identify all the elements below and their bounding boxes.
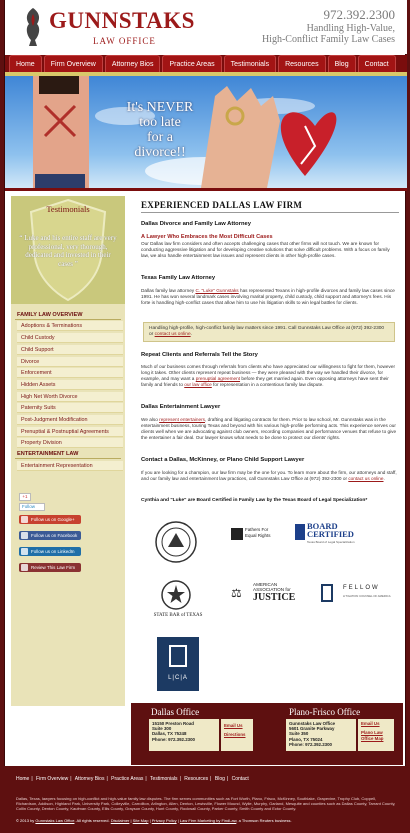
footer-nav-blog[interactable]: Blog (214, 776, 225, 782)
brand-name[interactable]: GUNNSTAKS (49, 8, 195, 33)
facebook-icon (21, 532, 28, 539)
tagline-line-2: High-Conflict Family Law Cases (261, 34, 395, 45)
plano-office-links (358, 719, 394, 751)
office-locations (131, 703, 403, 765)
family-law-heading[interactable]: FAMILY LAW OVERVIEW (15, 310, 121, 320)
fathers-line-1: Fathers For (245, 527, 269, 532)
section-subheading-difficult: A Lawyer Who Embraces the Most Difficult Cases (141, 234, 273, 240)
paragraph-entertainment (141, 417, 399, 441)
paragraph-contact (141, 470, 399, 482)
fellow-lca-logo (321, 584, 395, 604)
nav-testimonials[interactable]: Testimonials (224, 55, 277, 72)
nav-firm-overview[interactable]: Firm Overview (44, 55, 103, 72)
lca-badge-text: L|C|A (168, 675, 188, 681)
hero-line-1: It's NEVER (126, 100, 194, 115)
copyright-text: © 2013 by (16, 818, 36, 823)
text-fragment: If you are looking for a champion, our law firm may be the one for you. To learn more about the firm, our attorneys and staff, and our family law and entertainment law practices, call Gunnstaks Law Office at (972) 392-2300 or (141, 470, 397, 481)
board-logo-text (307, 522, 354, 538)
site-map-link[interactable]: Site Map (132, 818, 149, 823)
text-fragment: has represented Texans in high-profile divorces and family law cases since 1991. He has won several landmark cases involving marital property, child custody, child support and attorney's fees. His forte is handling high-conflict cases that allow him to use his litigation skills to win legal battles for clients. (141, 288, 395, 305)
page-frame (4, 0, 406, 766)
paragraph-texas-family (141, 288, 399, 306)
footer-separator: | (106, 776, 108, 782)
board-line-2: CERTIFIED (307, 529, 354, 539)
footer-separator: | (179, 776, 181, 782)
plano-address-line: Gunnstaks Law Office (289, 721, 336, 726)
nav-blog[interactable]: Blog (328, 55, 356, 72)
footer-separator: | (210, 776, 212, 782)
fellow-text: FELLOW (343, 585, 380, 591)
dallas-email-link[interactable]: Email Us (224, 723, 243, 728)
entertainment-law-heading[interactable]: ENTERTAINMENT LAW (15, 449, 121, 459)
sidebar-item-paternity[interactable]: Paternity Suits (17, 403, 123, 413)
section-heading-entertainment: Dallas Entertainment Lawyer (141, 404, 221, 410)
plano-address-line: Phone: 972.392.2300 (289, 741, 332, 747)
header-phone[interactable]: 972.392.2300 (323, 7, 395, 22)
lca-badge (157, 637, 199, 691)
nav-resources[interactable]: Resources (278, 55, 325, 72)
sidebar-item-post-judgment[interactable]: Post-Judgment Modification (17, 415, 123, 425)
seal-logo-icon (155, 521, 197, 563)
footer-service-areas: Dallas, Texas, lawyers focusing on high-conflict and high-value family law disputes. The firm serves communities such as Fort Worth, Plano, Frisco, McKinney, Southlake, Grapevine, Trophy Club, Coppell, Richardson, Addison, Highland Park, University Park, Colleyville, Carrollton, Arlington, Allen, Denton, Lewisville, Flower Mound, Wylie, Murphy, Garland, Mesquite and counties such as Dallas County, Tarrant County, Collin County, Denton County, Kaufman County, Ellis County, Grayson County, Hunt County, Rockwall County, Parker County, Smith County and Ector County. (16, 796, 396, 811)
footer-nav-practice-areas[interactable]: Practice Areas (111, 776, 144, 782)
sidebar-item-property-division[interactable]: Property Division (17, 438, 123, 448)
copyright-text: , a Thomson Reuters business. (236, 818, 292, 823)
linkedin-follow-label: Follow us on LinkedIn (31, 549, 75, 554)
main-nav (5, 55, 407, 72)
footer-nav-home[interactable]: Home (16, 776, 30, 782)
board-certified-logo (295, 522, 365, 546)
plano-address-line: Plano, TX 75024 (289, 736, 323, 742)
copyright-sep: | (148, 818, 152, 823)
state-bar-label: STATE BAR of TEXAS (153, 613, 203, 618)
dallas-address-line: Dallas, TX 75248 (152, 731, 187, 737)
sidebar-item-child-support[interactable]: Child Support (17, 345, 123, 355)
copyright-sep: | (176, 818, 180, 823)
text-fragment: . (383, 476, 385, 481)
footer-separator: | (31, 776, 33, 782)
disclaimer-link[interactable]: Disclaimer (110, 818, 130, 823)
page-title: EXPERIENCED DALLAS LAW FIRM (141, 200, 303, 210)
paragraph-referrals (141, 364, 399, 388)
linkedin-icon (21, 548, 28, 555)
hero-line-3: for a divorce!! (134, 130, 186, 160)
dallas-office-address (149, 719, 219, 751)
header-tagline (262, 23, 395, 45)
section-heading-contact: Contact a Dallas, McKinney, or Plano Child Support Lawyer (141, 457, 305, 463)
section-heading-divorce: Dallas Divorce and Family Law Attorney (141, 221, 251, 227)
dallas-address-line: Phone: 972.392.2300 (152, 736, 195, 742)
dallas-office-links (221, 719, 253, 751)
prenuptial-link[interactable]: prenuptial agreement (195, 376, 241, 381)
text-fragment: Dallas family law attorney (141, 288, 196, 293)
law-office-link[interactable]: our law office (184, 382, 212, 387)
brand-subtitle: LAW OFFICE (93, 36, 156, 46)
sidebar-item-child-custody[interactable]: Child Custody (17, 333, 123, 343)
sidebar-item-hidden-assets[interactable]: Hidden Assets (17, 380, 123, 390)
callout-text-end: . (190, 332, 192, 337)
sidebar-item-prenuptial[interactable]: Prenuptial & Postnuptial Agreements (17, 427, 123, 437)
attorney-bio-link[interactable]: C. "Luke" Gunnstaks (195, 288, 239, 293)
entertainers-link[interactable]: represent entertainers (159, 417, 206, 422)
callout-text: Handling high-profile, high-conflict family law matters since 1991. Call Gunnstaks Law Office at (972) 392-2300 or (149, 326, 385, 337)
testimonial-quote: “ Luke and his entire staff are very professional, very thorough, dedicated and invested in their cases ” (19, 234, 117, 268)
footer-nav (16, 776, 251, 782)
title-divider (141, 212, 399, 213)
fathers-line-2: Equal Rights (245, 532, 271, 538)
plano-address-line: 5601 Granite Parkway (289, 726, 335, 732)
sidebar-item-enforcement[interactable]: Enforcement (17, 368, 123, 378)
sidebar-item-entertainment[interactable]: Entertainment Representation (17, 461, 123, 471)
fathers-equal-rights-logo (231, 526, 279, 542)
contact-online-link[interactable]: contact us online (348, 476, 384, 481)
footer-separator: | (70, 776, 72, 782)
text-fragment: for representation in a contentious family law dispute. (211, 382, 324, 387)
hero-headline (121, 100, 199, 160)
plano-address-line: Suite 350 (289, 731, 309, 737)
copyright-firm-link[interactable]: Gunnstaks Law Office (35, 818, 75, 823)
dallas-address-line: 15150 Preston Road (152, 721, 194, 726)
hero-line-2: too late (139, 115, 181, 130)
footer-nav-testimonials[interactable]: Testimonials (150, 776, 178, 782)
callout-box (143, 322, 395, 342)
text-fragment: , drafting and litigating contracts for them. Prior to law school, Mr. Gunnstaks was in the entertainment business, touring Texas and beyond with his various high-profile performing acts. This experience serves our clients well when we are advocating against club owners, recording companies and performance venues that refuse to give the entertainer a fair deal. Our lawyer knows what needs to be done to protect our clients' rights. (141, 417, 397, 440)
copyright-line (16, 818, 396, 823)
footer-nav-resources[interactable]: Resources (184, 776, 209, 782)
google-follow-button[interactable] (19, 515, 81, 524)
site-header (5, 0, 407, 54)
section-heading-texas-family: Texas Family Law Attorney (141, 275, 216, 281)
fathers-icon (231, 528, 243, 540)
aba-line-1: AMERICAN (253, 582, 278, 587)
footer-nav-contact[interactable]: Contact (231, 776, 249, 782)
testimonials-title[interactable]: Testimonials (46, 204, 90, 214)
text-fragment: before they get married again. Even opposing attorneys have sent their family and friends to (141, 376, 389, 387)
lca-badge-icon (169, 645, 187, 667)
copyright-text: . All rights reserved. (74, 818, 111, 823)
aba-justice-text: JUSTICE (253, 592, 296, 603)
facebook-follow-label: Follow us on Facebook (31, 533, 78, 538)
copyright-sep: | (129, 818, 133, 823)
nav-home[interactable]: Home (9, 55, 42, 72)
dallas-office-title: Dallas Office (151, 707, 200, 717)
nav-practice-areas[interactable]: Practice Areas (162, 55, 221, 72)
findlaw-link[interactable]: Law Firm Marketing by FindLaw (179, 818, 237, 823)
lca-mark-icon (321, 584, 333, 602)
nav-attorney-bios[interactable]: Attorney Bios (105, 55, 161, 72)
tagline-line-1: Handling High-Value, (306, 23, 395, 34)
plano-map-link[interactable]: Plano Law Office Map (361, 730, 384, 741)
aba-justice-logo (231, 582, 301, 606)
sidebar-item-adoptions[interactable]: Adoptions & Terminations (17, 321, 123, 331)
hero-divider (5, 188, 407, 191)
google-icon (21, 516, 28, 523)
text-fragment: We also (141, 417, 160, 422)
hero-banner (5, 76, 407, 188)
footer-nav-attorney-bios[interactable]: Attorney Bios (74, 776, 105, 782)
paragraph-intro: Our Dallas law firm considers and often accepts challenging cases that other firms will not touch. We are known for conducting aggressive litigation and for developing creative solutions that solve difficult problems. With a focus on family law, we also handle entertainment law issues and represent clients in other high-profile cases. (141, 241, 390, 258)
footer-nav-firm-overview[interactable]: Firm Overview (36, 776, 69, 782)
sidebar-item-divorce[interactable]: Divorce (17, 357, 123, 367)
google-plus-one-button[interactable]: +1 (19, 493, 31, 501)
footer-separator: | (145, 776, 147, 782)
board-icon (295, 524, 305, 540)
plano-email-link[interactable]: Email Us (361, 721, 380, 726)
plano-office-address (286, 719, 356, 751)
board-line-1: BOARD (307, 521, 338, 531)
scales-icon: ⚖ (231, 586, 242, 600)
google-follow-label: Follow us on Google+ (31, 517, 75, 522)
twitter-follow-button[interactable]: Follow (19, 503, 45, 511)
callout-contact-link[interactable]: contact us online (154, 332, 191, 337)
plano-office-title: Plano-Frisco Office (289, 707, 361, 717)
dallas-address-line: Suite 300 (152, 726, 172, 732)
board-subtitle: Texas Board of Legal Specialization (307, 540, 355, 544)
dallas-directions-link[interactable]: Directions (224, 732, 246, 737)
review-icon (21, 564, 28, 571)
aba-line-2: ASSOCIATION for (253, 587, 291, 592)
privacy-policy-link[interactable]: Privacy Policy (151, 818, 177, 823)
text-fragment: Much of our business comes through referrals from clients who have appreciated our willingness to fight for them, however long it takes. Other clients represent repeat business — they were pleased with the way we handled their divorce, for example, and may want a (141, 364, 396, 381)
griffin-logo-icon (21, 6, 45, 48)
fellow-subtitle: LITIGATION COUNSEL OF AMERICA (343, 594, 391, 598)
sidebar-item-high-net-worth[interactable]: High Net Worth Divorce (17, 392, 123, 402)
board-certified-note: Cynthia and "Luke" are Board Certified in Family Law by the Texas Board of Legal Specialization* (141, 498, 368, 503)
linkedin-follow-button[interactable] (19, 547, 81, 556)
section-heading-referrals: Repeat Clients and Referrals Tell the Story (141, 352, 258, 358)
footer-separator: | (226, 776, 229, 782)
facebook-follow-button[interactable] (19, 531, 81, 540)
review-label: Review This Law Firm (31, 565, 76, 570)
state-bar-seal-icon (161, 580, 191, 610)
review-button[interactable] (19, 563, 81, 572)
nav-contact[interactable]: Contact (358, 55, 396, 72)
fathers-logo-text (245, 527, 271, 538)
hero-illustration (5, 76, 407, 188)
